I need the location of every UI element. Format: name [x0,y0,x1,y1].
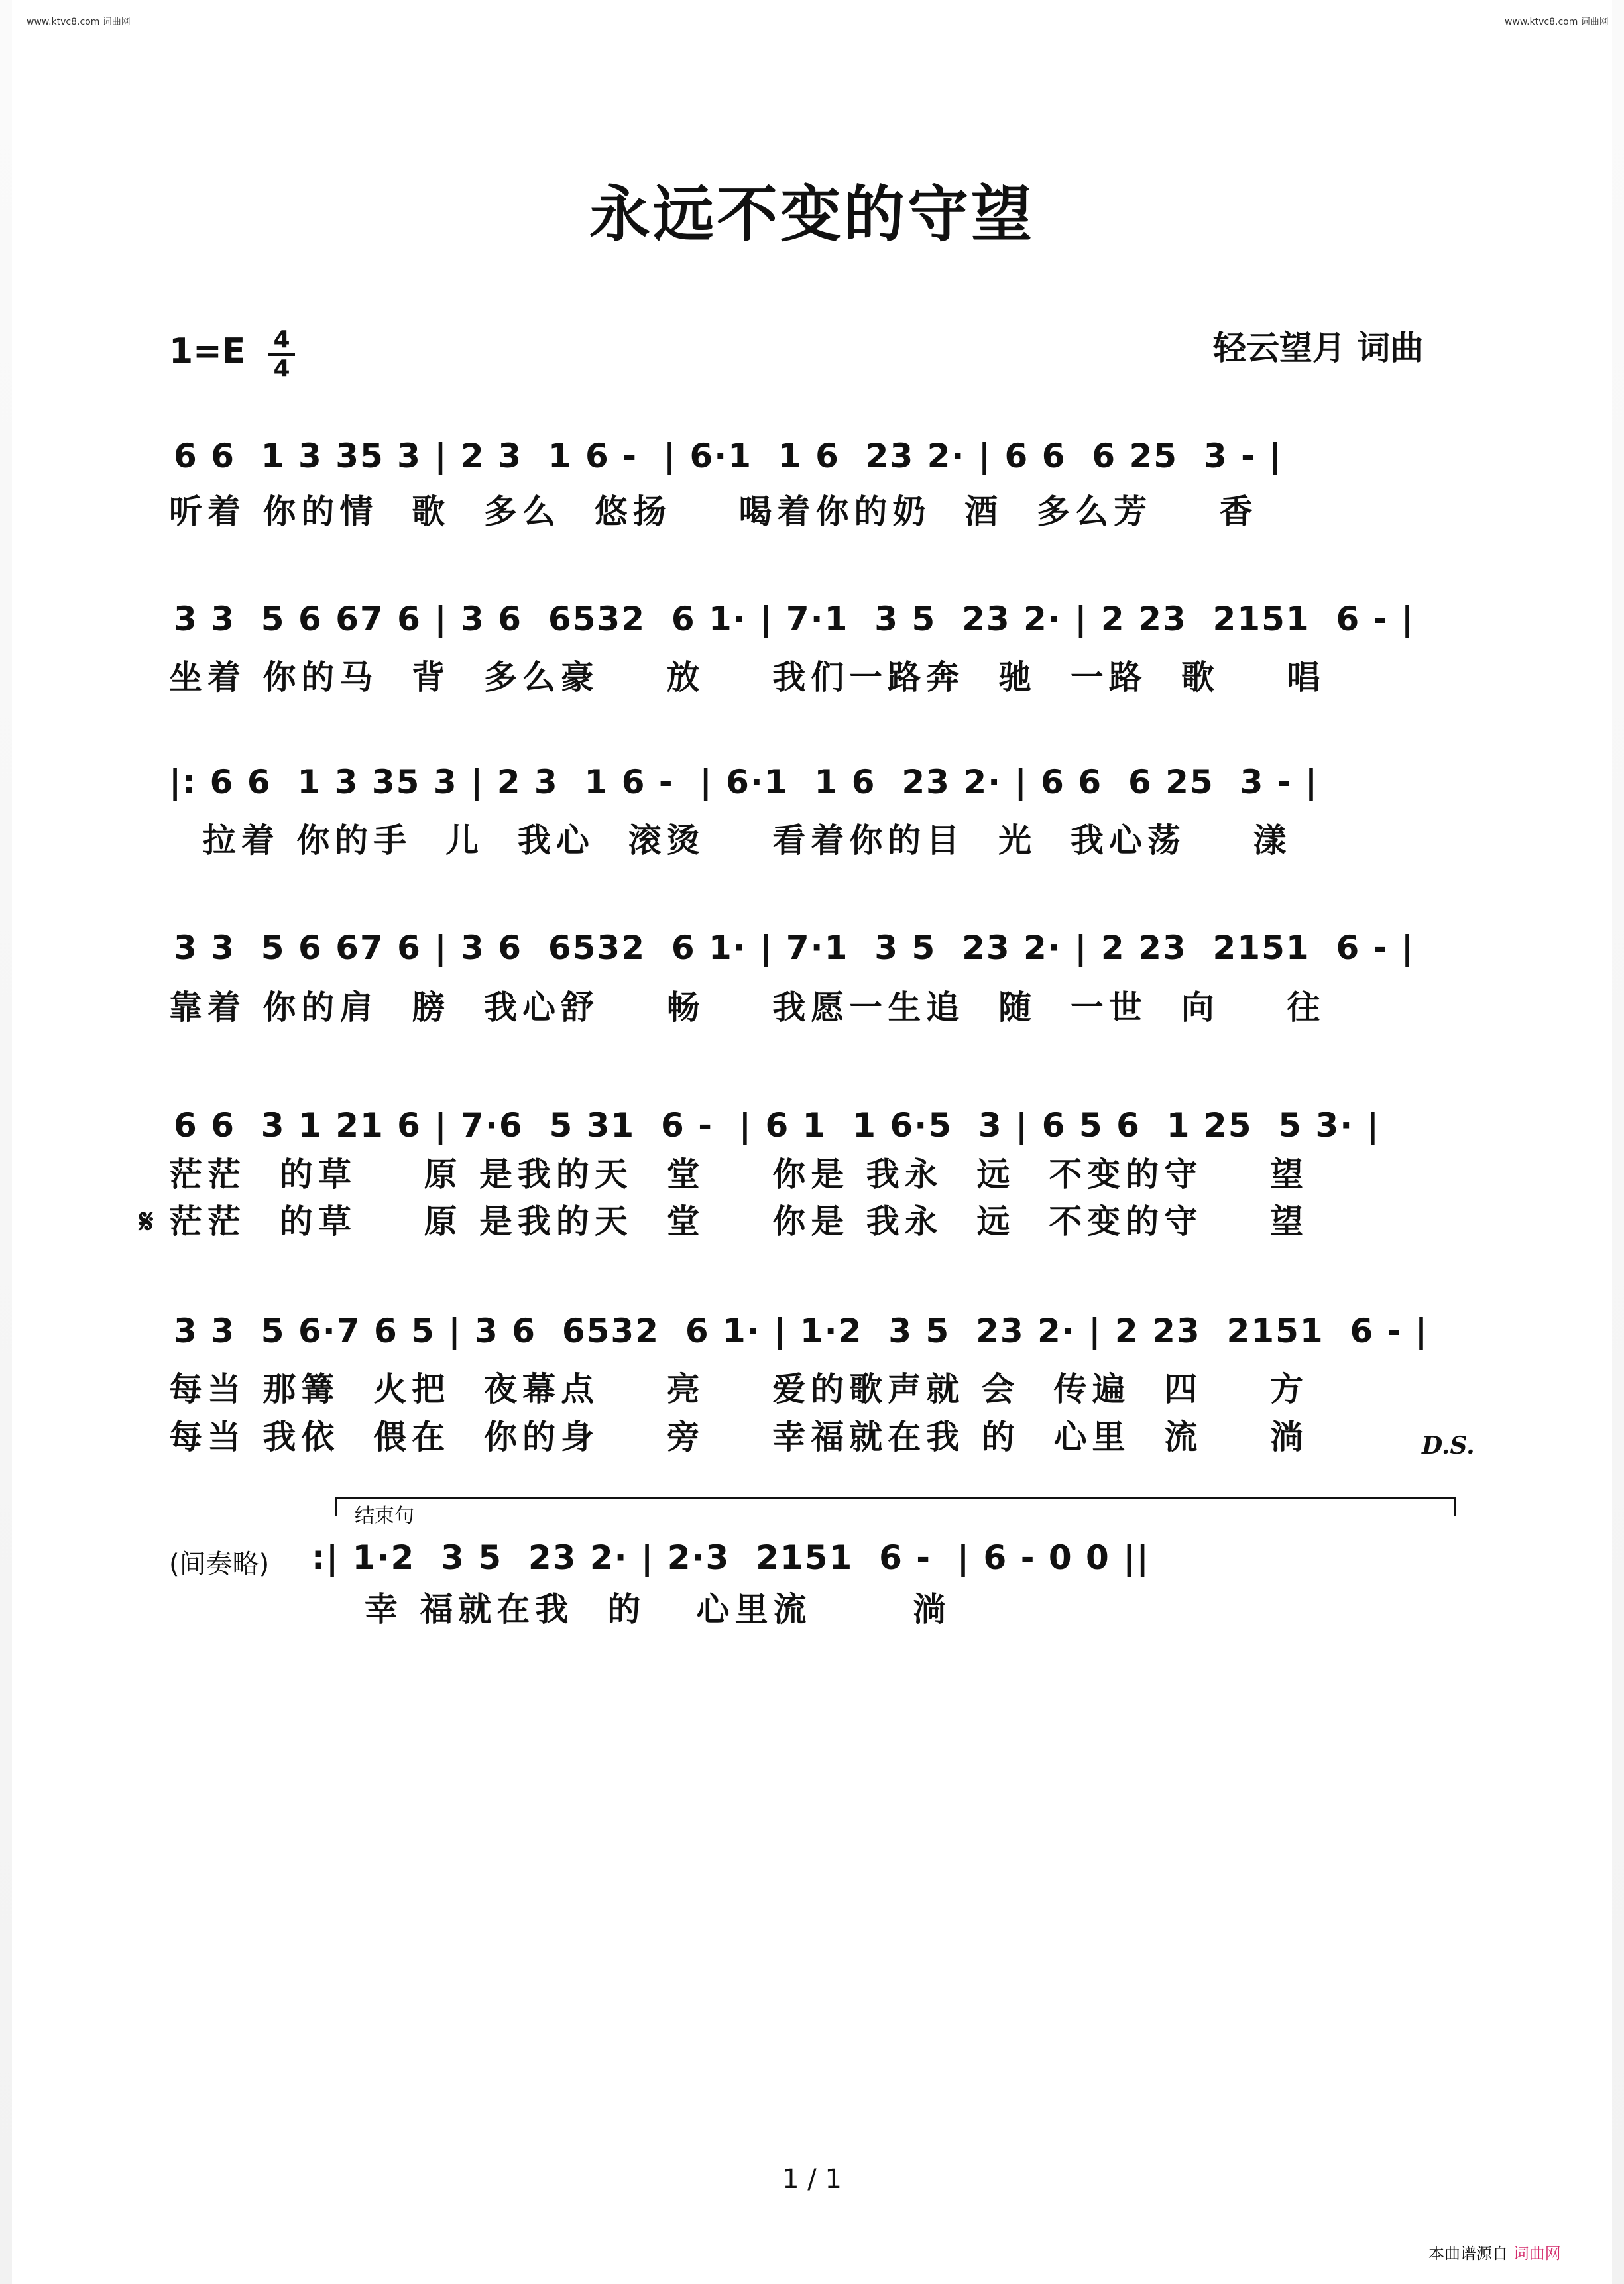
lyrics-system-3: 拉着 你的手 儿 我心 滚烫 看着你的目 光 我心荡 漾 [169,821,1292,860]
lyrics-system-6-verse-1: 每当 那篝 火把 夜幕点 亮 爱的歌声就 会 传遍 四 方 [169,1369,1308,1408]
site-header-left[interactable]: www.ktvc8.com 词曲网 [27,17,131,27]
notation-system-3: |: 6 6 1 3 35 3 | 2 3 1 6 - | 6·1 1 6 23 2· | 6 6 6 25 3 - | [169,763,1319,801]
ending-label: 结束句 [355,1505,414,1528]
interlude-note: (间奏略) [169,1549,270,1579]
source-site-link[interactable]: 词曲网 [1513,2244,1561,2263]
right-margin-strip [1612,0,1624,2284]
notation-coda: :| 1·2 3 5 23 2· | 2·3 2151 6 - | 6 - 0 0 || [312,1538,1150,1577]
ending-bracket [335,1497,1456,1516]
dal-segno-mark: D.S. [1422,1432,1475,1459]
segno-sign: 𝄋 [139,1202,154,1241]
notation-system-2: 3 3 5 6 67 6 | 3 6 6532 6 1· | 7·1 3 5 23 2· | 2 23 2151 6 - | [174,600,1415,638]
time-signature [268,328,295,381]
composer-credit: 轻云望月 词曲 [1213,328,1424,367]
lyrics-system-6-verse-2: 每当 我依 偎在 你的身 旁 幸福就在我 的 心里 流 淌 [169,1417,1308,1456]
site-header-right[interactable]: www.ktvc8.com 词曲网 [1505,17,1609,27]
page-number: 1 / 1 [782,2164,842,2195]
lyrics-coda: 幸 福就在我 的 心里流 淌 [365,1589,951,1628]
source-credit [1428,2240,1561,2263]
notation-system-6: 3 3 5 6·7 6 5 | 3 6 6532 6 1· | 1·2 3 5 23 2· | 2 23 2151 6 - | [174,1312,1429,1350]
source-label: 本曲谱源自 [1428,2244,1508,2263]
left-margin-strip [0,0,12,2284]
notation-system-4: 3 3 5 6 67 6 | 3 6 6532 6 1· | 7·1 3 5 23 2· | 2 23 2151 6 - | [174,929,1415,967]
time-signature-top: 4 [273,326,290,353]
lyrics-system-2: 坐着 你的马 背 多么豪 放 我们一路奔 驰 一路 歌 唱 [169,657,1326,697]
time-signature-bottom: 4 [273,355,290,382]
notation-system-1: 6 6 1 3 35 3 | 2 3 1 6 - | 6·1 1 6 23 2· | 6 6 6 25 3 - | [174,437,1283,475]
lyrics-system-5-verse-1: 茫茫 的草 原 是我的天 堂 你是 我永 远 不变的守 望 [169,1155,1308,1194]
lyrics-system-1: 听着 你的情 歌 多么 悠扬 喝着你的奶 酒 多么芳 香 [169,492,1258,531]
notation-system-5: 6 6 3 1 21 6 | 7·6 5 31 6 - | 6 1 1 6·5 3 | 6 5 6 1 25 5 3· | [174,1106,1380,1145]
song-title: 永远不变的守望 [589,178,1035,250]
lyrics-system-4: 靠着 你的肩 膀 我心舒 畅 我愿一生追 随 一世 向 往 [169,988,1326,1027]
lyrics-system-5-verse-2: 茫茫 的草 原 是我的天 堂 你是 我永 远 不变的守 望 [169,1202,1308,1241]
key-signature: 1=E [169,331,246,371]
